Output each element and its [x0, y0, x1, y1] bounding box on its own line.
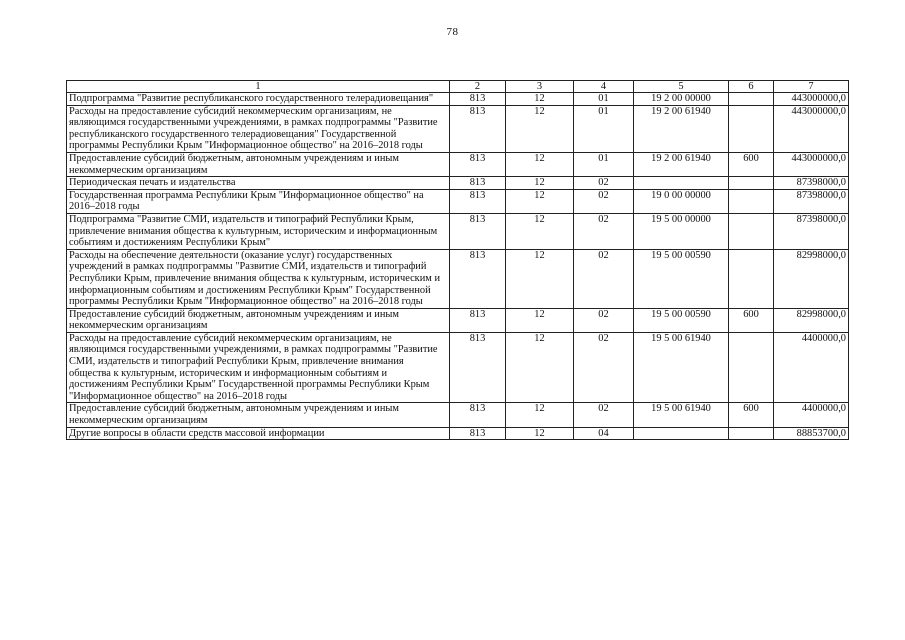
target-article-code: 19 2 00 61940 — [634, 105, 729, 152]
section-code: 12 — [506, 249, 574, 308]
section-code: 12 — [506, 403, 574, 427]
target-article-code — [634, 177, 729, 190]
expense-type-code: 600 — [729, 152, 774, 176]
table-row — [67, 308, 849, 332]
header-row — [67, 81, 849, 93]
expense-type-code — [729, 189, 774, 213]
amount: 443000000,0 — [774, 105, 849, 152]
header-cell: 7 — [774, 81, 849, 93]
ved-code: 813 — [450, 152, 506, 176]
amount: 4400000,0 — [774, 332, 849, 403]
table-row — [67, 105, 849, 152]
budget-table — [66, 80, 849, 440]
table-row — [67, 427, 849, 440]
ved-code: 813 — [450, 213, 506, 249]
item-name: Расходы на предоставление субсидий некоммерческим организациям, не являющимся государственными учреждениями, в рамках подпрограммы "Развитие СМИ, издательств и типографий Республики Крым, привлечение внимания общества к культурным, историческим и информационным событиям и достижениям Республики Крым" Государственной программы Республики Крым "Информационное общество" на 2016–2018 годы — [67, 332, 450, 403]
expense-type-code — [729, 332, 774, 403]
ved-code: 813 — [450, 249, 506, 308]
ved-code: 813 — [450, 189, 506, 213]
header-cell: 2 — [450, 81, 506, 93]
ved-code: 813 — [450, 93, 506, 106]
subsection-code: 04 — [574, 427, 634, 440]
table-row — [67, 93, 849, 106]
target-article-code: 19 5 00 61940 — [634, 403, 729, 427]
section-code: 12 — [506, 177, 574, 190]
item-name: Периодическая печать и издательства — [67, 177, 450, 190]
header-cell: 4 — [574, 81, 634, 93]
subsection-code: 02 — [574, 213, 634, 249]
item-name: Другие вопросы в области средств массовой информации — [67, 427, 450, 440]
target-article-code: 19 5 00 00590 — [634, 308, 729, 332]
section-code: 12 — [506, 332, 574, 403]
ved-code: 813 — [450, 403, 506, 427]
subsection-code: 01 — [574, 93, 634, 106]
target-article-code: 19 5 00 00590 — [634, 249, 729, 308]
subsection-code: 01 — [574, 105, 634, 152]
expense-type-code — [729, 177, 774, 190]
table-row — [67, 177, 849, 190]
amount: 88853700,0 — [774, 427, 849, 440]
ved-code: 813 — [450, 332, 506, 403]
amount: 87398000,0 — [774, 213, 849, 249]
amount: 443000000,0 — [774, 152, 849, 176]
section-code: 12 — [506, 213, 574, 249]
subsection-code: 02 — [574, 177, 634, 190]
item-name: Расходы на обеспечение деятельности (оказание услуг) государственных учреждений в рамках подпрограммы "Развитие СМИ, издательств и типографий Республики Крым, привлечение внимания общества к культурным, историческим и информационным событиям и достижениям Республики Крым" Государственной программы Республики Крым "Информационное общество" на 2016–2018 годы — [67, 249, 450, 308]
section-code: 12 — [506, 308, 574, 332]
target-article-code — [634, 427, 729, 440]
amount: 87398000,0 — [774, 177, 849, 190]
subsection-code: 02 — [574, 403, 634, 427]
header-cell: 5 — [634, 81, 729, 93]
ved-code: 813 — [450, 177, 506, 190]
item-name: Подпрограмма "Развитие республиканского государственного телерадиовещания" — [67, 93, 450, 106]
target-article-code: 19 2 00 61940 — [634, 152, 729, 176]
expense-type-code: 600 — [729, 403, 774, 427]
ved-code: 813 — [450, 105, 506, 152]
table-row — [67, 213, 849, 249]
table-row — [67, 403, 849, 427]
target-article-code: 19 5 00 61940 — [634, 332, 729, 403]
item-name: Государственная программа Республики Крым "Информационное общество" на 2016–2018 годы — [67, 189, 450, 213]
section-code: 12 — [506, 189, 574, 213]
header-cell: 3 — [506, 81, 574, 93]
amount: 82998000,0 — [774, 308, 849, 332]
header-cell: 6 — [729, 81, 774, 93]
amount: 82998000,0 — [774, 249, 849, 308]
expense-type-code — [729, 427, 774, 440]
section-code: 12 — [506, 93, 574, 106]
amount: 443000000,0 — [774, 93, 849, 106]
table-row — [67, 189, 849, 213]
item-name: Предоставление субсидий бюджетным, автономным учреждениям и иным некоммерческим организациям — [67, 152, 450, 176]
section-code: 12 — [506, 427, 574, 440]
item-name: Расходы на предоставление субсидий некоммерческим организациям, не являющимся государственными учреждениями, в рамках подпрограммы "Развитие республиканского государственного телерадиовещания" Государственной программы Республики Крым "Информационное общество" на 2016–2018 годы — [67, 105, 450, 152]
subsection-code: 02 — [574, 189, 634, 213]
table-row — [67, 249, 849, 308]
table-row — [67, 152, 849, 176]
expense-type-code: 600 — [729, 308, 774, 332]
amount: 4400000,0 — [774, 403, 849, 427]
subsection-code: 02 — [574, 332, 634, 403]
item-name: Предоставление субсидий бюджетным, автономным учреждениям и иным некоммерческим организациям — [67, 308, 450, 332]
table-row — [67, 332, 849, 403]
subsection-code: 02 — [574, 249, 634, 308]
section-code: 12 — [506, 152, 574, 176]
page-number: 78 — [446, 26, 459, 38]
expense-type-code — [729, 213, 774, 249]
subsection-code: 01 — [574, 152, 634, 176]
expense-type-code — [729, 93, 774, 106]
item-name: Предоставление субсидий бюджетным, автономным учреждениям и иным некоммерческим организациям — [67, 403, 450, 427]
expense-type-code — [729, 249, 774, 308]
expense-type-code — [729, 105, 774, 152]
ved-code: 813 — [450, 308, 506, 332]
section-code: 12 — [506, 105, 574, 152]
target-article-code: 19 2 00 00000 — [634, 93, 729, 106]
item-name: Подпрограмма "Развитие СМИ, издательств и типографий Республики Крым, привлечение внимания общества к культурным, историческим и информационным событиям и достижениям Республики Крым" — [67, 213, 450, 249]
ved-code: 813 — [450, 427, 506, 440]
amount: 87398000,0 — [774, 189, 849, 213]
target-article-code: 19 5 00 00000 — [634, 213, 729, 249]
subsection-code: 02 — [574, 308, 634, 332]
target-article-code: 19 0 00 00000 — [634, 189, 729, 213]
header-cell: 1 — [67, 81, 450, 93]
